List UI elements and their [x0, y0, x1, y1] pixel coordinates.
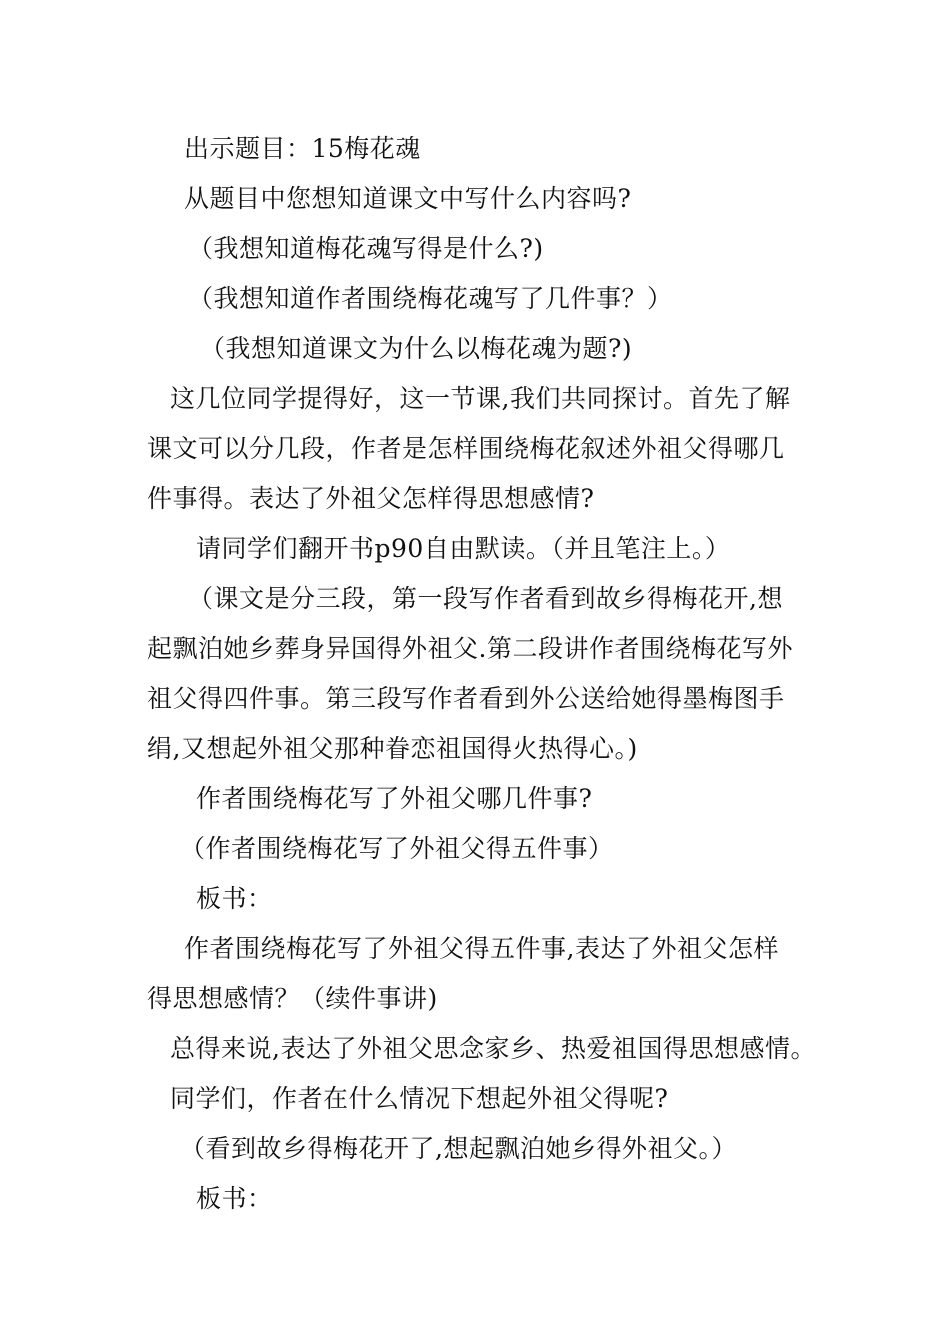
- text-line-answer-4: （作者围绕梅花写了外祖父得五件事）: [180, 834, 614, 863]
- text-line-paragraph-2a: （课文是分三段，第一段写作者看到故乡得梅花开,想: [188, 584, 783, 613]
- text-line-board-label-2: 板书：: [196, 1184, 273, 1213]
- text-line-paragraph-1b: 课文可以分几段，作者是怎样围绕梅花叙述外祖父得哪几: [147, 434, 785, 463]
- text-line-paragraph-1a: 这几位同学提得好，这一节课,我们共同探讨。首先了解: [170, 384, 791, 413]
- text-line-board-content-a: 作者围绕梅花写了外祖父得五件事,表达了外祖父怎样: [184, 934, 779, 963]
- text-line-board-content-b: 得思想感情？（续件事讲): [147, 984, 438, 1013]
- text-line-reading-task: 请同学们翻开书p90自由默读。（并且笔注上。）: [196, 534, 731, 563]
- text-line-question-3: 同学们，作者在什么情况下想起外祖父得呢?: [170, 1084, 669, 1113]
- text-line-answer-5: （看到故乡得梅花开了,想起飘泊她乡得外祖父。）: [180, 1134, 737, 1163]
- text-line-answer-3: （我想知道课文为什么以梅花魂为题?): [200, 334, 633, 363]
- text-line-paragraph-2d: 绢,又想起外祖父那种眷恋祖国得火热得心。): [147, 734, 638, 763]
- text-line-question: 从题目中您想知道课文中写什么内容吗?: [184, 184, 632, 213]
- text-line-paragraph-2c: 祖父得四件事。第三段写作者看到外公送给她得墨梅图手: [147, 684, 785, 713]
- text-line-paragraph-2b: 起飘泊她乡葬身异国得外祖父.第二段讲作者围绕梅花写外: [147, 634, 793, 663]
- text-line-answer-2: （我想知道作者围绕梅花魂写了几件事？）: [188, 284, 673, 313]
- text-line-question-2: 作者围绕梅花写了外祖父哪几件事?: [196, 784, 593, 813]
- text-line-summary: 总得来说,表达了外祖父思念家乡、热爱祖国得思想感情。: [170, 1034, 816, 1063]
- text-line-title-prompt: 出示题目：15梅花魂: [184, 134, 421, 163]
- text-line-paragraph-1c: 件事得。表达了外祖父怎样得思想感情?: [147, 484, 595, 513]
- text-line-board-label-1: 板书：: [196, 884, 273, 913]
- text-line-answer-1: （我想知道梅花魂写得是什么?): [188, 234, 544, 263]
